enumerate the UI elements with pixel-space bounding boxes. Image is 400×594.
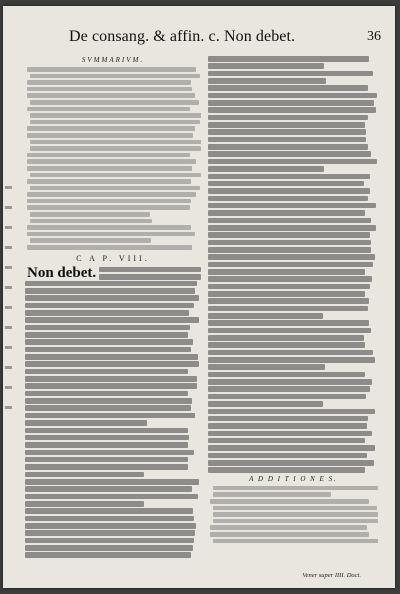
text-line <box>208 438 365 444</box>
text-line <box>210 532 369 537</box>
text-line <box>25 413 195 419</box>
text-line <box>213 492 331 497</box>
text-line <box>213 486 378 491</box>
summary-list <box>25 67 201 250</box>
text-line <box>27 107 190 112</box>
text-line <box>27 245 192 250</box>
text-line <box>208 107 376 113</box>
text-line <box>25 347 191 353</box>
book-page <box>3 6 395 588</box>
text-line <box>25 442 188 448</box>
text-line <box>25 281 197 287</box>
text-line <box>25 310 189 316</box>
text-line <box>27 67 196 72</box>
text-line <box>208 166 324 172</box>
text-line <box>208 453 367 459</box>
text-line <box>27 80 191 85</box>
text-line <box>30 219 152 224</box>
text-line <box>208 431 372 437</box>
text-line <box>208 85 368 91</box>
text-line <box>25 288 195 294</box>
text-line <box>25 501 144 507</box>
text-line <box>208 181 364 187</box>
text-line <box>208 386 370 392</box>
text-line <box>208 129 366 135</box>
text-line <box>208 313 323 319</box>
text-line <box>30 173 201 178</box>
text-line <box>27 199 191 204</box>
text-line <box>30 140 201 145</box>
text-line <box>25 303 194 309</box>
text-line <box>25 552 191 558</box>
text-line <box>210 499 369 504</box>
summary-heading: SVMMARIVM. <box>81 56 145 64</box>
text-line <box>208 232 370 238</box>
text-line <box>208 306 368 312</box>
text-line <box>25 523 196 529</box>
text-line <box>208 56 369 62</box>
text-line <box>27 159 196 164</box>
additions-text <box>208 486 378 543</box>
text-line <box>25 486 192 492</box>
text-line <box>25 361 199 367</box>
left-column <box>25 56 201 571</box>
text-line <box>208 350 373 356</box>
text-line <box>213 506 377 511</box>
text-line <box>208 276 372 282</box>
text-line <box>213 519 378 524</box>
text-line <box>25 538 194 544</box>
text-line <box>25 464 188 470</box>
text-line <box>208 115 368 121</box>
text-line <box>208 174 370 180</box>
text-line <box>210 525 367 530</box>
text-line <box>208 342 365 348</box>
text-line <box>208 240 371 246</box>
text-line <box>208 445 375 451</box>
text-line <box>208 394 366 400</box>
text-line <box>25 420 147 426</box>
text-line <box>30 186 200 191</box>
text-line <box>208 335 364 341</box>
text-line <box>25 405 191 411</box>
text-line <box>208 137 366 143</box>
text-line <box>208 225 376 231</box>
chapter-heading: C A P. VIII. <box>76 253 150 263</box>
text-line <box>213 539 378 544</box>
text-line <box>208 63 324 69</box>
text-line <box>25 494 198 500</box>
text-line <box>208 247 371 253</box>
text-line <box>208 379 372 385</box>
text-line <box>25 391 188 397</box>
text-line <box>208 372 365 378</box>
text-line <box>30 100 199 105</box>
chapter-text-continued <box>208 56 378 473</box>
text-line <box>30 146 201 151</box>
text-line <box>25 398 192 404</box>
text-line <box>30 120 200 125</box>
text-line <box>208 122 365 128</box>
text-line <box>208 159 377 165</box>
text-line <box>30 238 151 243</box>
text-line <box>208 196 368 202</box>
text-line <box>27 205 190 210</box>
text-line <box>25 325 190 331</box>
text-line <box>25 457 188 463</box>
text-line <box>30 74 200 79</box>
text-line <box>208 262 373 268</box>
text-line <box>208 291 365 297</box>
text-line <box>208 364 325 370</box>
margin-markers <box>3 186 15 486</box>
text-line <box>27 232 195 237</box>
text-line <box>30 212 150 217</box>
text-line <box>208 357 375 363</box>
running-header <box>69 28 383 52</box>
text-line <box>27 192 196 197</box>
text-line <box>208 401 323 407</box>
text-line <box>27 225 191 230</box>
text-line <box>25 295 199 301</box>
text-line <box>208 151 371 157</box>
text-line <box>208 144 368 150</box>
text-line <box>208 328 371 334</box>
text-line <box>25 545 193 551</box>
catchword: Vener super IIII. Doct. <box>302 572 361 579</box>
text-line <box>27 133 193 138</box>
text-line <box>208 93 377 99</box>
text-line <box>25 339 193 345</box>
text-line <box>25 376 197 382</box>
text-line <box>208 71 373 77</box>
text-line <box>208 203 376 209</box>
chapter-opening <box>25 265 201 281</box>
text-line <box>25 428 188 434</box>
text-line <box>208 78 326 84</box>
text-line <box>30 113 201 118</box>
text-line <box>25 369 188 375</box>
text-line <box>27 153 190 158</box>
right-column <box>208 56 378 571</box>
text-line <box>25 332 188 338</box>
text-line <box>208 210 365 216</box>
text-line <box>25 383 197 389</box>
running-title: De consang. & affin. c. Non debet. <box>69 28 296 45</box>
text-line <box>208 460 374 466</box>
text-line <box>208 423 367 429</box>
text-line <box>208 298 369 304</box>
text-line <box>208 188 370 194</box>
text-line <box>27 166 192 171</box>
text-line <box>208 467 365 473</box>
text-line <box>25 472 144 478</box>
chapter-text <box>25 281 201 558</box>
text-line <box>25 479 199 485</box>
text-line <box>208 284 370 290</box>
text-line <box>27 93 195 98</box>
text-line <box>208 320 369 326</box>
text-line <box>25 317 199 323</box>
text-line <box>208 218 371 224</box>
text-line <box>208 269 365 275</box>
text-line <box>208 100 374 106</box>
page-number: 36 <box>367 29 381 44</box>
text-line <box>27 87 192 92</box>
text-line <box>25 516 194 522</box>
text-line <box>25 450 194 456</box>
additions-heading: A D D I T I O N E S. <box>249 474 337 483</box>
text-line <box>208 416 368 422</box>
text-line <box>27 126 195 131</box>
text-line <box>208 409 375 415</box>
text-line <box>27 179 191 184</box>
text-line <box>213 512 378 517</box>
text-line <box>25 508 193 514</box>
text-line <box>25 354 198 360</box>
text-line <box>208 254 375 260</box>
chapter-initial: Non debet. <box>27 264 97 281</box>
text-line <box>25 435 189 441</box>
text-line <box>25 530 195 536</box>
